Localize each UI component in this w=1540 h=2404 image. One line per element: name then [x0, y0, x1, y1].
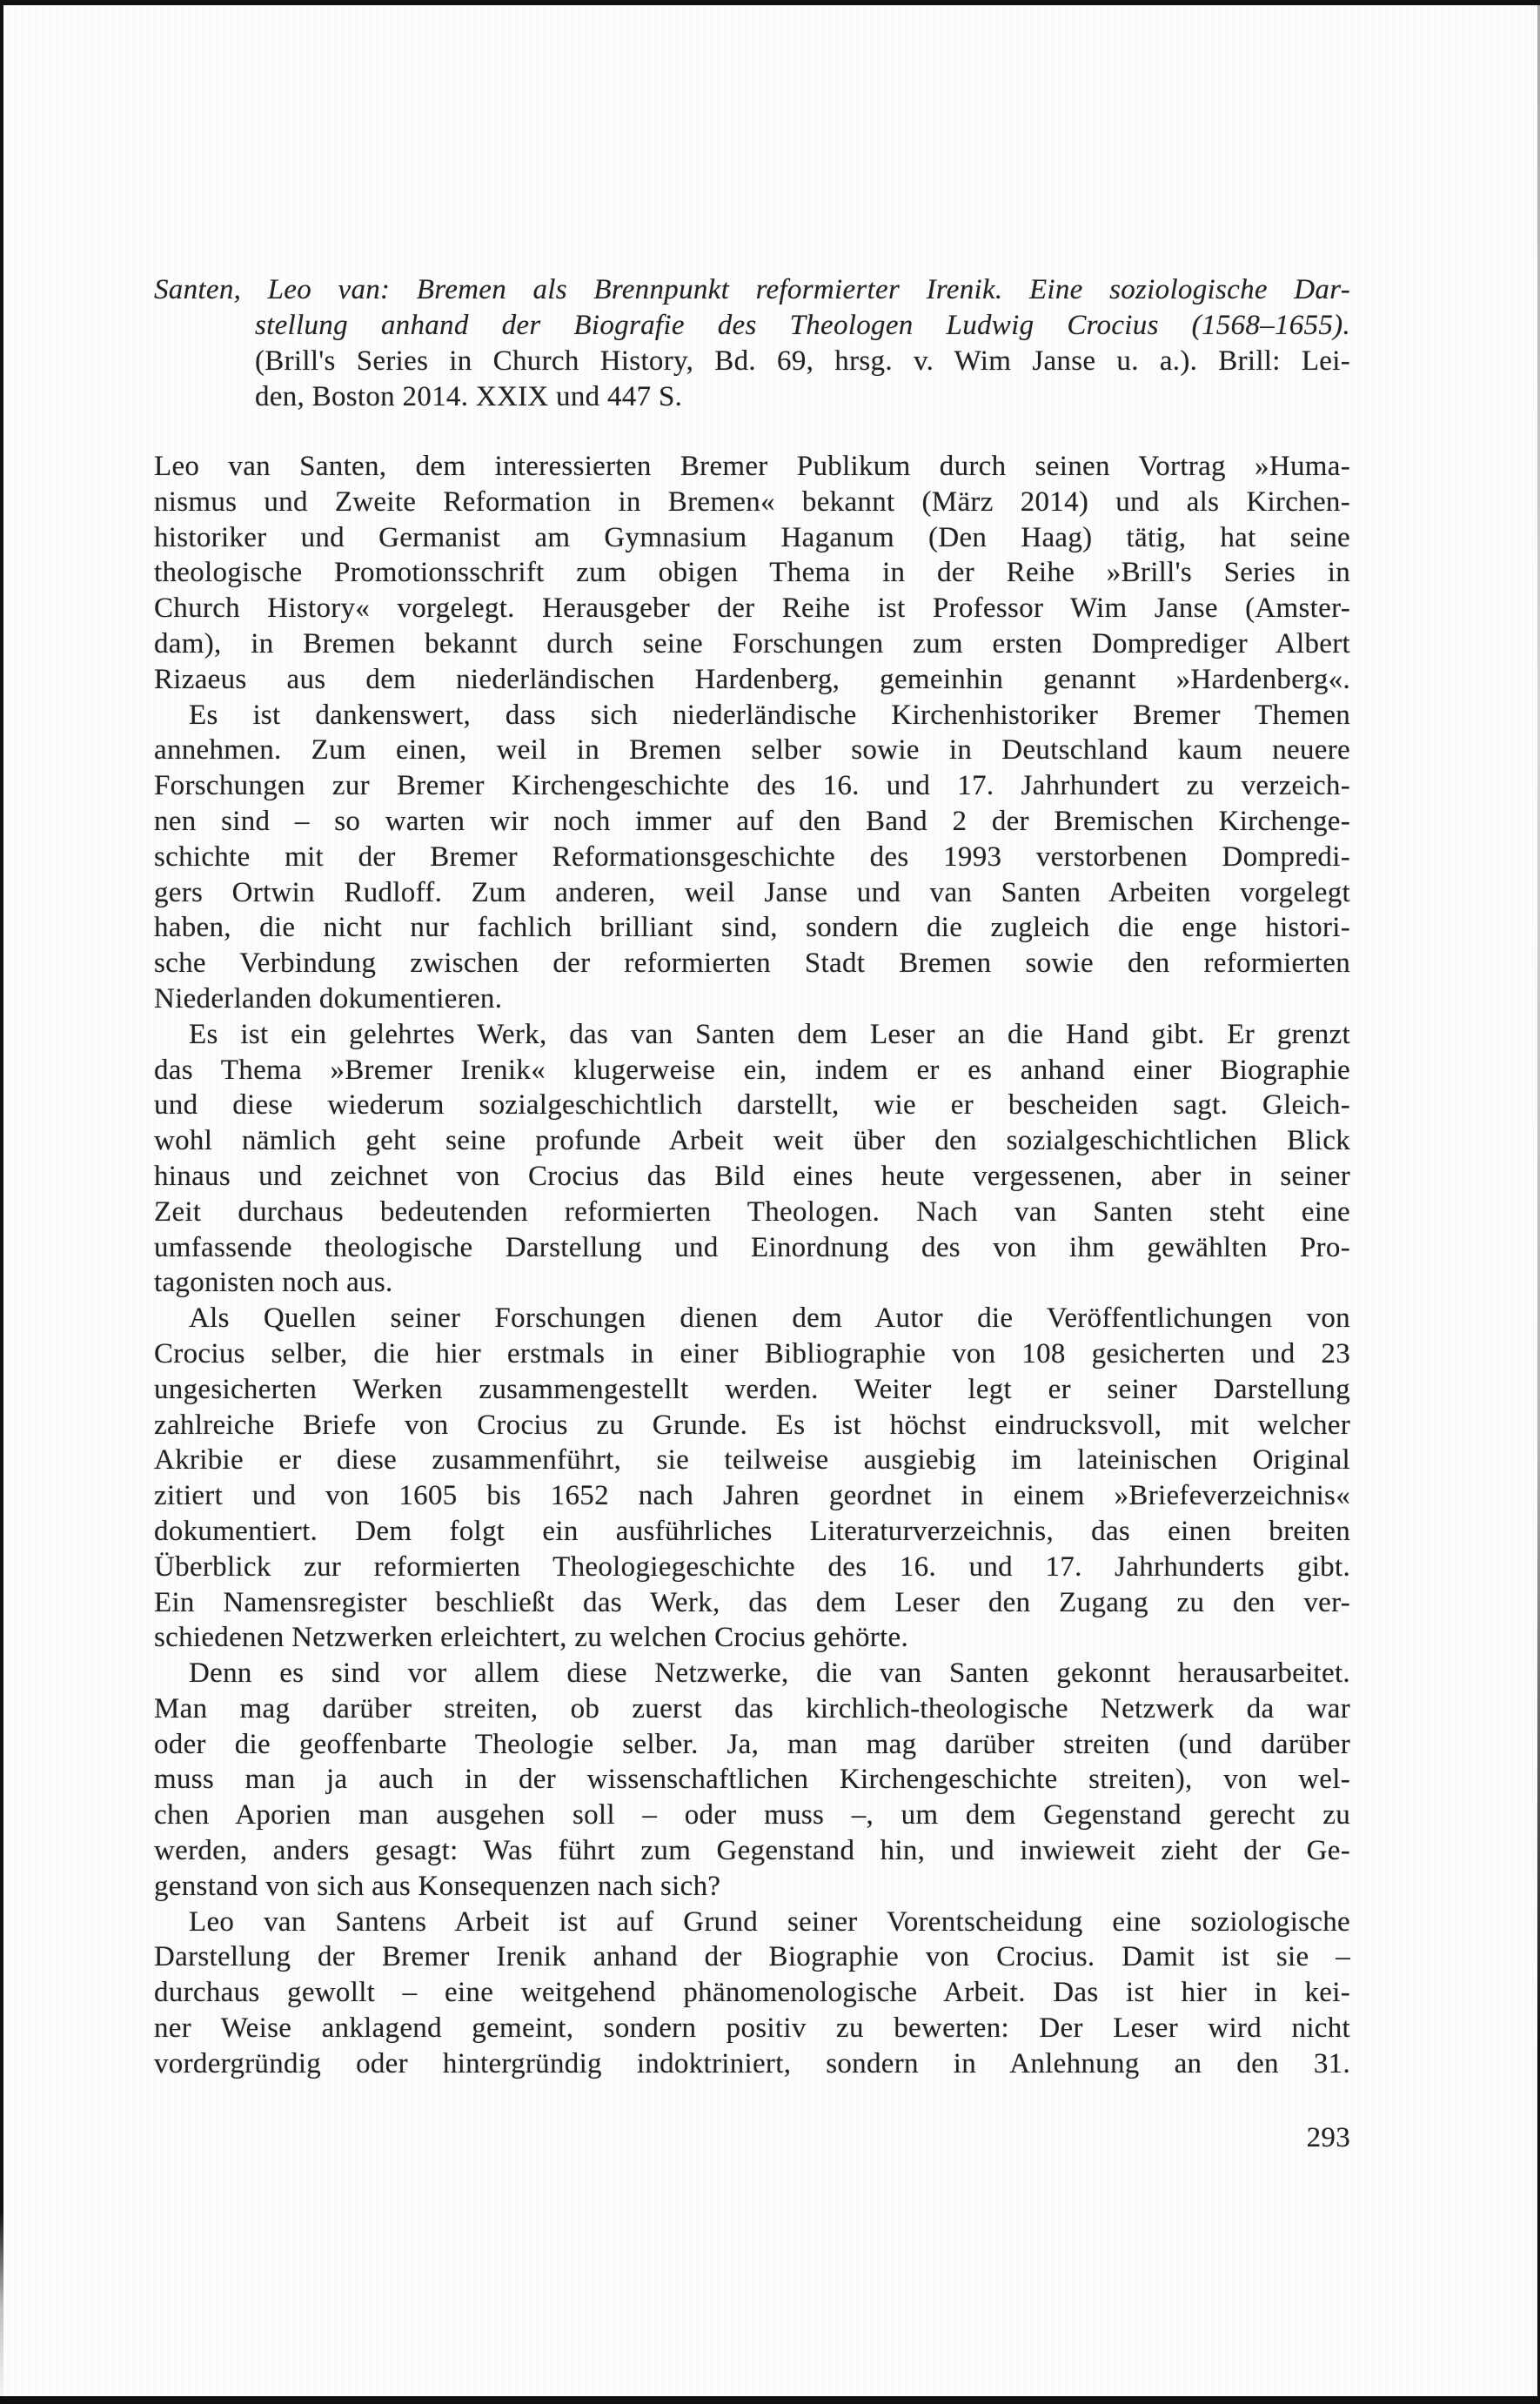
text-line: schiedenen Netzwerken erleichtert, zu welchen Crocius gehörte.: [154, 1622, 909, 1654]
text-line: nen sind – so warten wir noch immer auf den Band 2 der Bremischen Kirchenge-: [154, 805, 1350, 837]
text-line: durchaus gewollt – eine weitgehend phänomenologische Arbeit. Das ist hier in kei-: [154, 1977, 1350, 2009]
text-line: Crocius selber, die hier erstmals in einer Bibliographie von 108 gesicherten und 23: [154, 1337, 1350, 1369]
text-line: vordergründig oder hintergründig indoktriniert, sondern in Anlehnung an den 31.: [154, 2047, 1350, 2079]
text-line: ungesicherten Werken zusammengestellt werden. Weiter legt er seiner Darstellung: [154, 1373, 1350, 1405]
review-paragraph: [154, 449, 1350, 698]
text-line: tagonisten noch aus.: [154, 1267, 393, 1299]
text-line: Church History« vorgelegt. Herausgeber der Reihe ist Professor Wim Janse (Amster-: [154, 593, 1350, 625]
text-line: dam), in Bremen bekannt durch seine Forschungen zum ersten Domprediger Albert: [154, 627, 1350, 660]
reference-line: (Brill's Series in Church History, Bd. 69, hrsg. v. Wim Janse u. a.). Brill: Lei-: [255, 345, 1350, 377]
text-line: historiker und Germanist am Gymnasium Haganum (Den Haag) tätig, hat seine: [154, 521, 1350, 553]
text-line: muss man ja auch in der wissenschaftlichen Kirchengeschichte streiten), von wel-: [154, 1764, 1350, 1796]
text-line: Denn es sind vor allem diese Netzwerke, die van Santen gekonnt herausarbeitet.: [189, 1657, 1350, 1690]
text-line: nismus und Zweite Reformation in Bremen« bekannt (März 2014) und als Kirchen-: [154, 485, 1350, 518]
reference-line: stellung anhand der Biografie des Theologen Ludwig Crocius (1568–1655).: [255, 310, 1350, 341]
text-line: Es ist ein gelehrtes Werk, das van Santen dem Leser an die Hand gibt. Er grenzt: [189, 1018, 1350, 1050]
text-line: ner Weise anklagend gemeint, sondern positiv zu bewerten: Der Leser wird nicht: [154, 2012, 1350, 2045]
review-paragraph: [154, 1301, 1350, 1656]
text-line: gers Ortwin Rudloff. Zum anderen, weil Janse und van Santen Arbeiten vorgelegt: [154, 876, 1350, 908]
reference-line: den, Boston 2014. XXIX und 447 S.: [255, 381, 683, 412]
review-paragraph: [154, 1656, 1350, 1905]
scan-border-bottom: [0, 2396, 1540, 2404]
text-line: Rizaeus aus dem niederländischen Hardenberg, gemeinhin genannt »Hardenberg«.: [154, 663, 1350, 695]
text-line: wohl nämlich geht seine profunde Arbeit weit über den sozialgeschichtlichen Blick: [154, 1125, 1350, 1157]
scan-border-top: [0, 0, 1540, 5]
text-line: Es ist dankenswert, dass sich niederländische Kirchenhistoriker Bremer Themen: [189, 699, 1350, 731]
reference-line: Santen, Leo van: Bremen als Brennpunkt reformierter Irenik. Eine soziologische Dar-: [154, 274, 1350, 305]
text-line: Überblick zur reformierten Theologiegeschichte des 16. und 17. Jahrhunderts gibt.: [154, 1550, 1350, 1583]
text-line: Ein Namensregister beschließt das Werk, das dem Leser den Zugang zu den ver-: [154, 1586, 1350, 1618]
text-line: sche Verbindung zwischen der reformierten Stadt Bremen sowie den reformierten: [154, 948, 1350, 980]
text-line: Als Quellen seiner Forschungen dienen dem Autor die Veröffentlichungen von: [189, 1302, 1350, 1335]
text-line: genstand von sich aus Konsequenzen nach sich?: [154, 1870, 721, 1902]
review-paragraph: [154, 1905, 1350, 2082]
review-body: [154, 449, 1350, 2082]
text-line: und diese wiederum sozialgeschichtlich darstellt, wie er bescheiden sagt. Gleich-: [154, 1089, 1350, 1122]
text-line: werden, anders gesagt: Was führt zum Gegenstand hin, und inwieweit zieht der Ge-: [154, 1835, 1350, 1867]
text-line: Darstellung der Bremer Irenik anhand der Biographie von Crocius. Damit ist sie –: [154, 1941, 1350, 1973]
text-line: annehmen. Zum einen, weil in Bremen selber sowie in Deutschland kaum neuere: [154, 734, 1350, 767]
text-line: theologische Promotionsschrift zum obigen Thema in der Reihe »Brill's Series in: [154, 557, 1350, 589]
text-line: Man mag darüber streiten, ob zuerst das kirchlich-theologische Netzwerk da war: [154, 1692, 1350, 1724]
text-line: Leo van Santens Arbeit ist auf Grund seiner Vorentscheidung eine soziologische: [189, 1905, 1350, 1938]
text-line: haben, die nicht nur fachlich brilliant sind, sondern die zugleich die enge histori-: [154, 912, 1350, 944]
text-line: Leo van Santen, dem interessierten Bremer Publikum durch seinen Vortrag »Huma-: [154, 451, 1350, 482]
text-line: dokumentiert. Dem folgt ein ausführliches Literaturverzeichnis, das einen breiten: [154, 1515, 1350, 1547]
text-line: schichte mit der Bremer Reformationsgeschichte des 1993 verstorbenen Dompredi-: [154, 840, 1350, 873]
text-line: chen Aporien man ausgehen soll – oder muss –, um dem Gegenstand gerecht zu: [154, 1799, 1350, 1831]
book-reference: [154, 272, 1350, 415]
text-line: Niederlanden dokumentieren.: [154, 982, 503, 1015]
text-line: das Thema »Bremer Irenik« klugerweise ein, indem er es anhand einer Biographie: [154, 1054, 1350, 1086]
text-line: Zeit durchaus bedeutenden reformierten Theologen. Nach van Santen steht eine: [154, 1195, 1350, 1228]
text-line: zahlreiche Briefe von Crocius zu Grunde. Es ist höchst eindrucksvoll, mit welcher: [154, 1409, 1350, 1441]
text-line: umfassende theologische Darstellung und Einordnung des von ihm gewählten Pro-: [154, 1231, 1350, 1263]
text-line: oder die geoffenbarte Theologie selber. Ja, man mag darüber streiten (und darüber: [154, 1728, 1350, 1760]
page-number: 293: [1306, 2122, 1350, 2153]
scan-border-left: [0, 0, 3, 2404]
text-line: Akribie er diese zusammenführt, sie teilweise ausgiebig im lateinischen Original: [154, 1444, 1350, 1477]
text-line: zitiert und von 1605 bis 1652 nach Jahren geordnet in einem »Briefeverzeichnis«: [154, 1480, 1350, 1512]
review-paragraph: [154, 698, 1350, 1017]
text-line: Forschungen zur Bremer Kirchengeschichte des 16. und 17. Jahrhundert zu verzeich-: [154, 770, 1350, 802]
review-paragraph: [154, 1017, 1350, 1301]
text-line: hinaus und zeichnet von Crocius das Bild eines heute vergessenen, aber in seiner: [154, 1160, 1350, 1192]
